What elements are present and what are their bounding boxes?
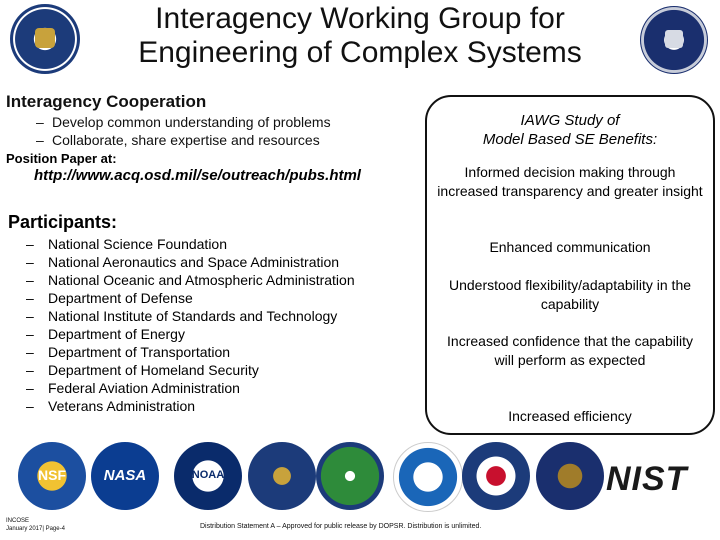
participant-item: – National Oceanic and Atmospheric Administration [26,272,355,288]
cooperation-item: – Develop common understanding of problems [36,114,331,130]
benefit-item: Understood flexibility/adaptability in the capability [448,277,692,312]
nist-logo-icon: NIST [606,460,688,498]
participant-item: – Department of Homeland Security [26,362,259,378]
footer-info: INCOSE January 2017| Page-4 [6,518,65,532]
benefit-item: Increased confidence that the capability will perform as expected [447,333,693,368]
position-paper-link[interactable]: http://www.acq.osd.mil/se/outreach/pubs.html [34,167,361,184]
nasa-logo-icon: NASA [91,442,159,510]
network-engineering-seal-icon [640,6,708,74]
participant-item: – National Institute of Standards and Technology [26,308,338,324]
participants-heading: Participants: [8,212,118,232]
cooperation-heading: Interagency Cooperation [6,92,207,111]
participant-item: – National Aeronautics and Space Administration [26,254,340,270]
nsf-logo-icon: NSF [18,442,86,510]
benefit-item: Increased efficiency [508,408,632,424]
position-paper-label: Position Paper at: [6,151,117,166]
page-title: Interagency Working Group for Engineering of Complex Systems [138,2,582,69]
doe-logo-icon [316,442,384,510]
study-title: IAWG Study of Model Based SE Benefits: [482,112,658,148]
benefit-item: Informed decision making through increased transparency and greater insight [437,164,703,199]
dot-logo-icon [393,442,463,512]
participants-list [26,235,355,415]
va-logo-icon [536,442,604,510]
participant-item: – Federal Aviation Administration [26,380,240,396]
dod-logo-icon [248,442,316,510]
participant-item: – Department of Defense [26,290,193,306]
cooperation-item: – Collaborate, share expertise and resources [36,132,320,148]
benefit-item: Enhanced communication [489,239,651,255]
participant-item: – Department of Transportation [26,344,231,360]
agency-logos [0,442,720,516]
noaa-logo-icon: NOAA [174,442,242,510]
mbse-study-box [425,95,715,435]
participant-item: – Department of Energy [26,326,185,342]
dhs-logo-icon [462,442,530,510]
participant-item: – National Science Foundation [26,236,228,252]
participant-item: – Veterans Administration [26,398,196,414]
distribution-statement: Distribution Statement A – Approved for public release by DOPSR. Distribution is unlimited. [200,523,482,530]
dod-seal-icon [10,4,80,74]
